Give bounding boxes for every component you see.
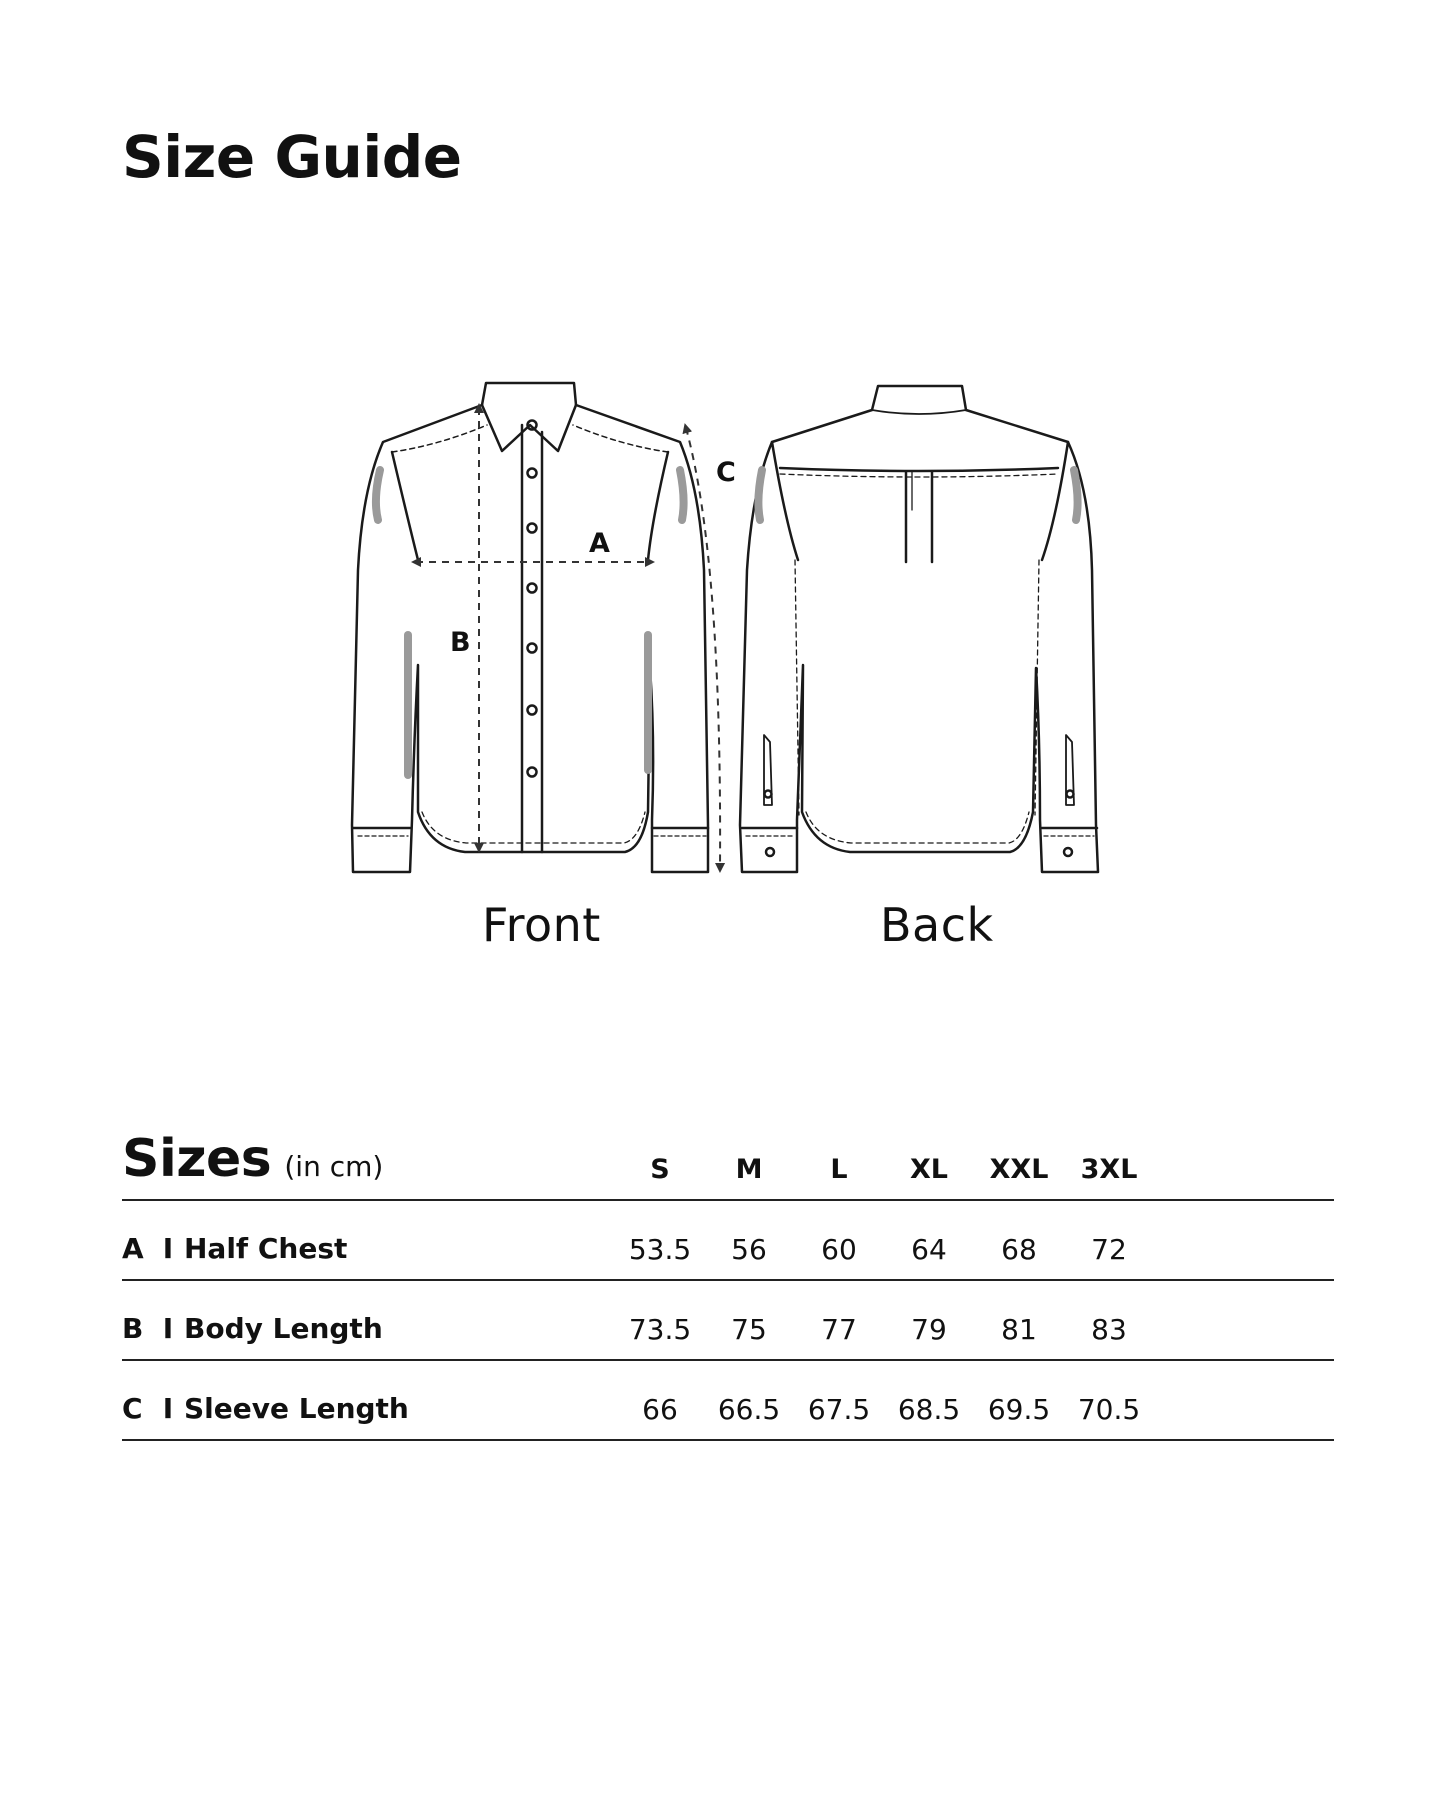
header-divider [122,1199,1334,1201]
row-code: B [122,1312,144,1345]
row-label-text: Sleeve Length [184,1392,409,1425]
row-divider [122,1279,1334,1281]
table-cell: 53.5 [628,1233,692,1266]
size-column-xxl: XXL [989,1154,1049,1185]
row-label-half-chest [122,1232,348,1265]
size-column-l: L [830,1154,848,1185]
table-cell: 68 [1001,1233,1037,1266]
back-view-label: Back [880,898,994,952]
table-cell: 81 [1001,1313,1037,1346]
table-cell: 66 [642,1393,678,1426]
back-shirt-drawing [740,386,1098,872]
page-title: Size Guide [122,123,462,191]
sizes-heading [122,1129,384,1189]
row-code: A [122,1232,144,1265]
table-cell: 73.5 [628,1313,692,1346]
marker-label-a: A [589,528,610,559]
marker-label-b: B [450,627,471,658]
row-code: C [122,1392,143,1425]
table-cell: 67.5 [807,1393,871,1426]
row-divider [122,1359,1334,1361]
row-separator: I [162,1392,174,1425]
row-label-body-length [122,1312,383,1345]
table-cell: 77 [821,1313,857,1346]
sleeve-length-guide [686,428,720,868]
sizes-unit: (in cm) [284,1150,384,1183]
table-cell: 83 [1091,1313,1127,1346]
marker-label-c: C [716,457,736,488]
row-label-text: Half Chest [184,1232,348,1265]
row-label-text: Body Length [184,1312,383,1345]
table-cell: 66.5 [717,1393,781,1426]
table-cell: 79 [911,1313,947,1346]
table-cell: 72 [1091,1233,1127,1266]
table-cell: 75 [731,1313,767,1346]
size-column-xl: XL [909,1154,949,1185]
size-column-s: S [650,1154,670,1185]
table-cell: 69.5 [987,1393,1051,1426]
front-shirt-drawing [352,383,708,872]
row-divider [122,1439,1334,1441]
row-separator: I [162,1232,174,1265]
sizes-title: Sizes [122,1129,272,1189]
table-cell: 70.5 [1077,1393,1141,1426]
table-cell: 64 [911,1233,947,1266]
row-label-sleeve-length [122,1392,409,1425]
table-cell: 68.5 [897,1393,961,1426]
row-separator: I [162,1312,174,1345]
table-cell: 56 [731,1233,767,1266]
front-view-label: Front [482,898,601,952]
size-column-3xl: 3XL [1080,1154,1138,1185]
table-cell: 60 [821,1233,857,1266]
size-column-m: M [735,1154,763,1185]
